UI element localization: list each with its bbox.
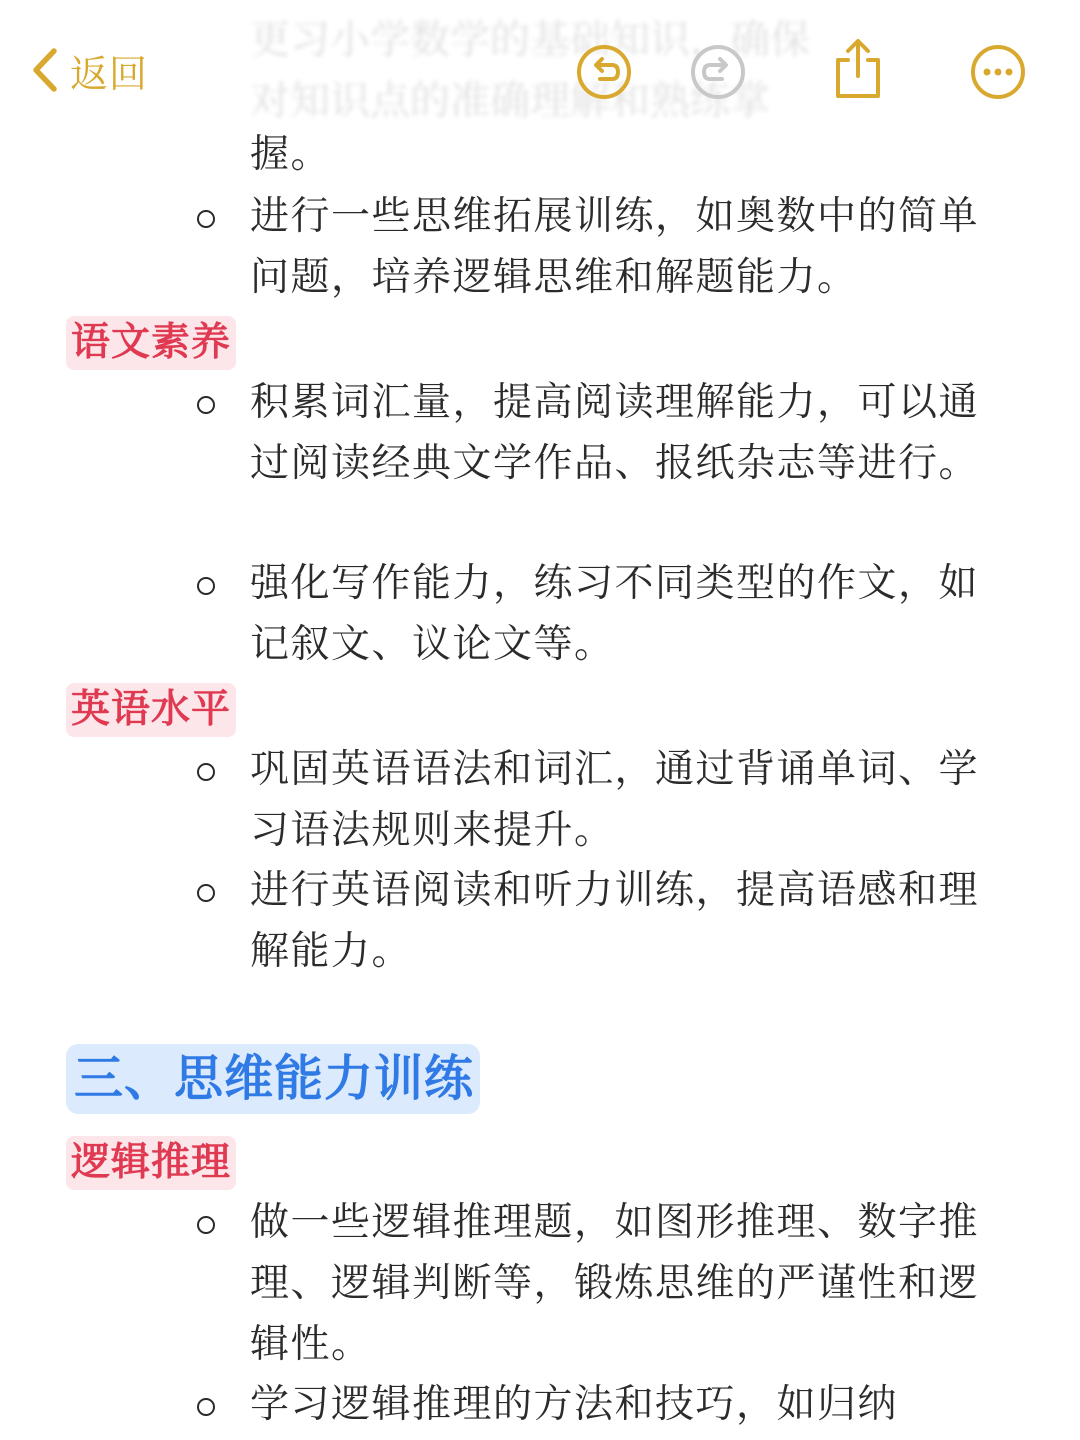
undo-icon xyxy=(574,42,634,102)
subheading-english: 英语水平 xyxy=(66,683,236,737)
back-button[interactable] xyxy=(28,38,148,102)
list-item xyxy=(192,553,982,675)
back-label: 返回 xyxy=(70,51,149,96)
section-heading: 三、思维能力训练 xyxy=(66,1044,480,1114)
bullet-text: 进行英语阅读和听力训练，提高语感和理解能力。 xyxy=(250,868,980,974)
list-item xyxy=(192,1192,982,1375)
subheading-chinese: 语文素养 xyxy=(66,316,236,370)
hollow-bullet-icon xyxy=(192,192,220,228)
bullet-text: 强化写作能力，练习不同类型的作文，如记叙文、议论文等。 xyxy=(250,561,980,667)
more-icon xyxy=(968,42,1028,102)
list-item xyxy=(192,372,982,494)
chevron-left-icon xyxy=(28,45,62,95)
hollow-bullet-icon xyxy=(192,559,220,595)
redo-icon xyxy=(688,42,748,102)
ghost-line: 对知识点的准确理解和熟练掌 xyxy=(250,78,770,124)
ghost-line: 更习小学数学的基础知识，确保 xyxy=(250,17,810,63)
bullet-text: 学习逻辑推理的方法和技巧，如归纳 xyxy=(250,1382,899,1427)
bullet-text: 进行一些思维拓展训练，如奥数中的简单问题，培养逻辑思维和解题能力。 xyxy=(250,194,980,300)
more-button[interactable] xyxy=(968,42,1028,102)
share-button[interactable] xyxy=(828,36,888,96)
list-item-continuation xyxy=(192,124,982,185)
bullet-text: 握。 xyxy=(250,132,332,177)
redo-button[interactable] xyxy=(688,42,748,102)
hollow-bullet-icon xyxy=(192,866,220,902)
bullet-text: 巩固英语语法和词汇，通过背诵单词、学习语法规则来提升。 xyxy=(250,747,980,853)
hollow-bullet-icon xyxy=(192,1198,220,1234)
list-item xyxy=(192,186,982,308)
list-item xyxy=(192,739,982,861)
bullet-text: 做一些逻辑推理题，如图形推理、数字推理、逻辑判断等，锻炼思维的严谨性和逻辑性。 xyxy=(250,1200,980,1367)
hollow-bullet-icon xyxy=(192,745,220,781)
hollow-bullet-icon xyxy=(192,1380,220,1416)
subheading-logic: 逻辑推理 xyxy=(66,1136,236,1190)
bullet-text: 积累词汇量，提高阅读理解能力，可以通过阅读经典文学作品、报纸杂志等进行。 xyxy=(250,380,980,486)
list-item xyxy=(192,860,982,982)
list-item xyxy=(192,1374,982,1435)
hollow-bullet-icon xyxy=(192,378,220,414)
navigation-bar xyxy=(0,0,1080,130)
share-icon xyxy=(828,36,888,102)
undo-button[interactable] xyxy=(574,42,634,102)
